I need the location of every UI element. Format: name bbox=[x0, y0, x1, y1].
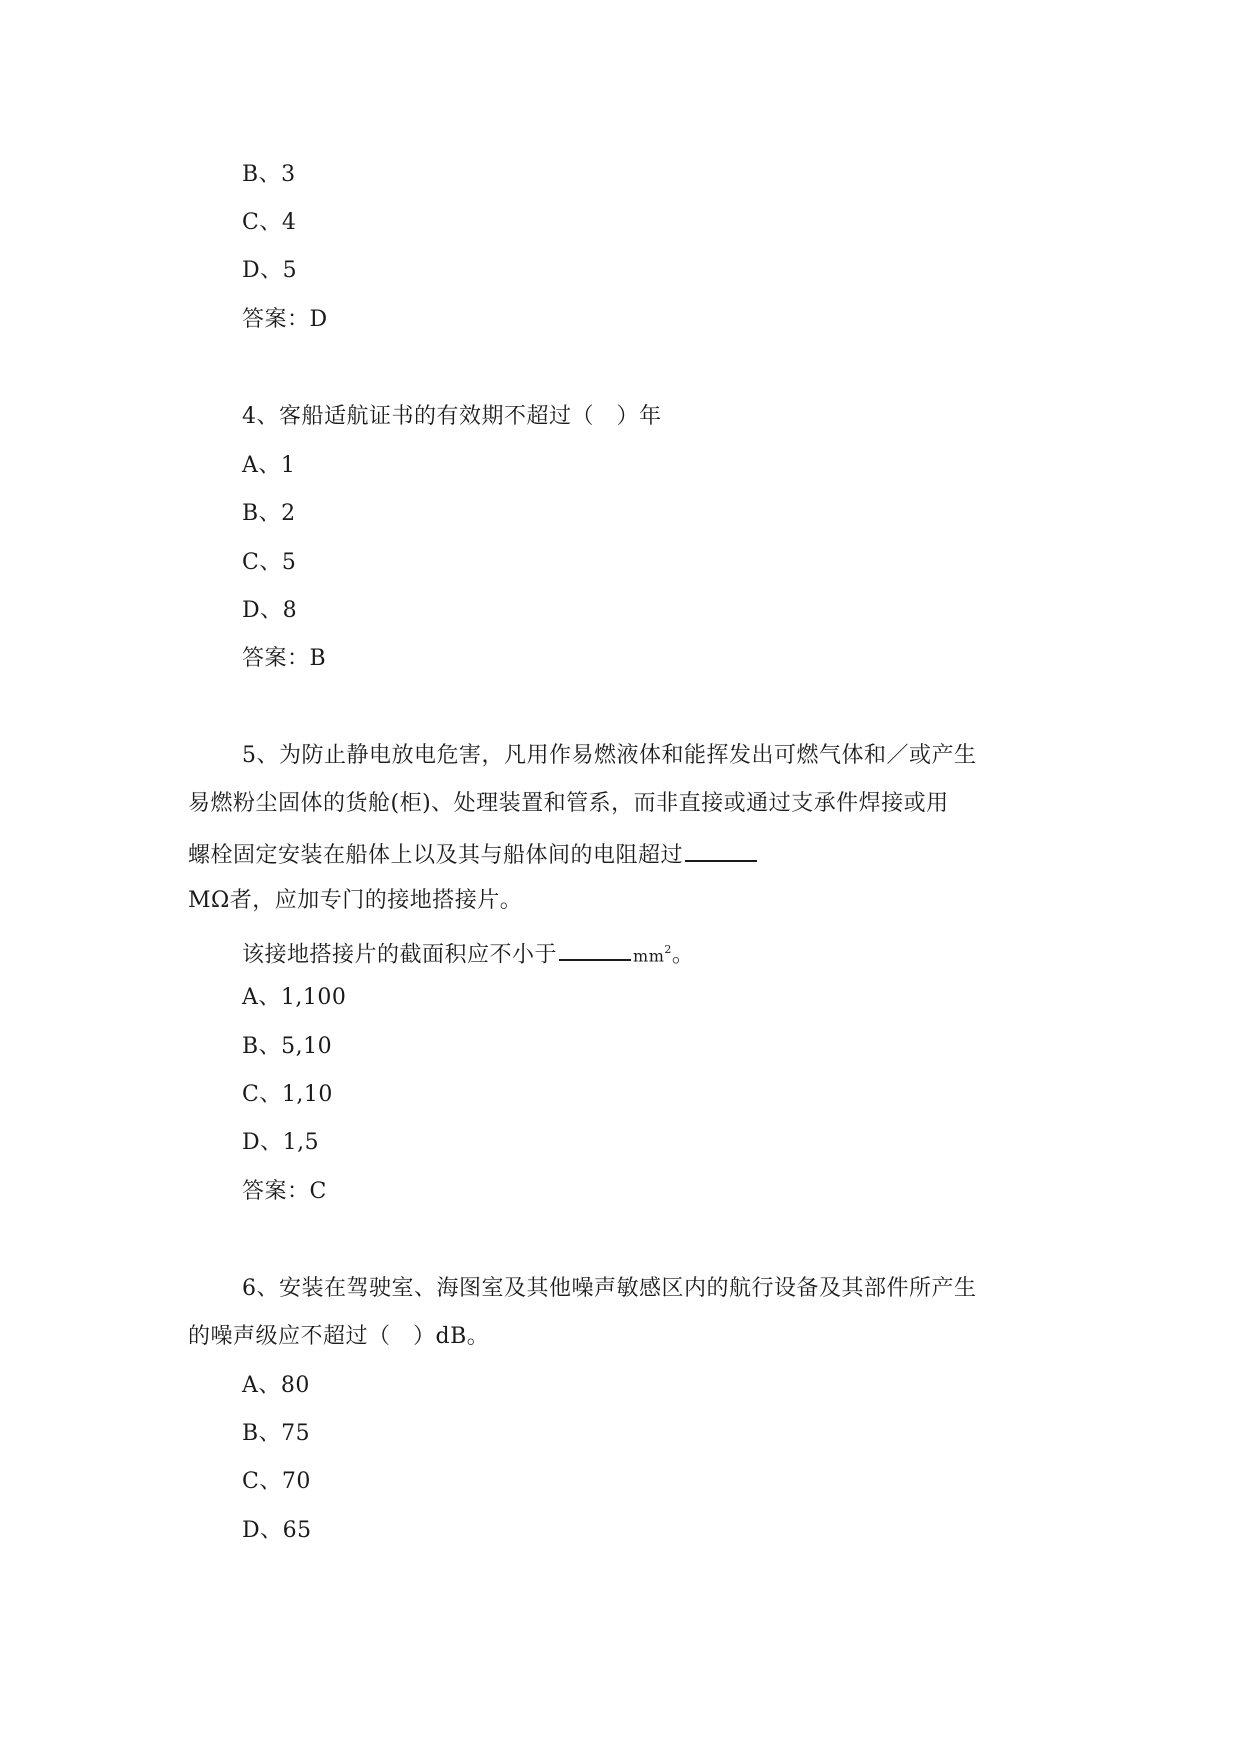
option-d: D、5 bbox=[242, 258, 298, 283]
unit-superscript: 2 bbox=[664, 943, 672, 956]
unit-text: mm bbox=[633, 946, 665, 966]
question-stem-line: 5、为防止静电放电危害，凡用作易燃液体和能挥发出可燃气体和／或产生 bbox=[242, 743, 977, 768]
question-stem-line bbox=[188, 838, 759, 871]
fill-blank bbox=[685, 838, 757, 862]
option-a: A、80 bbox=[242, 1373, 310, 1398]
question-stem-line: 6、安装在驾驶室、海图室及其他噪声敏感区内的航行设备及其部件所产生 bbox=[242, 1276, 977, 1301]
option-b: B、75 bbox=[242, 1421, 311, 1446]
option-a: A、1 bbox=[242, 453, 296, 478]
option-b: B、5,10 bbox=[242, 1034, 333, 1059]
option-b: B、3 bbox=[242, 162, 296, 187]
question-stem-line bbox=[242, 935, 694, 971]
answer: 答案：B bbox=[242, 646, 327, 671]
option-a: A、1,100 bbox=[242, 985, 347, 1010]
option-c: C、1,10 bbox=[242, 1082, 333, 1107]
option-c: C、4 bbox=[242, 210, 297, 235]
stem-text: 螺栓固定安装在船体上以及其与船体间的电阻超过 bbox=[188, 843, 684, 868]
question-stem-line: 的噪声级应不超过（ ）dB。 bbox=[188, 1324, 490, 1349]
question-stem-line: MΩ者，应加专门的接地搭接片。 bbox=[188, 888, 523, 913]
option-b: B、2 bbox=[242, 501, 296, 526]
question-stem: 4、客船适航证书的有效期不超过（ ）年 bbox=[242, 404, 662, 429]
option-d: D、1,5 bbox=[242, 1130, 320, 1155]
stem-end: 。 bbox=[671, 942, 695, 968]
question-stem-line: 易燃粉尘固体的货舱(柜)、处理装置和管系，而非直接或通过支承件焊接或用 bbox=[188, 791, 949, 816]
option-d: D、65 bbox=[242, 1518, 312, 1543]
option-d: D、8 bbox=[242, 598, 298, 623]
option-c: C、5 bbox=[242, 550, 297, 575]
answer: 答案：C bbox=[242, 1179, 327, 1204]
option-c: C、70 bbox=[242, 1469, 311, 1494]
fill-blank bbox=[559, 937, 631, 961]
stem-text: 该接地搭接片的截面积应不小于 bbox=[242, 942, 558, 968]
answer: 答案：D bbox=[242, 307, 328, 332]
